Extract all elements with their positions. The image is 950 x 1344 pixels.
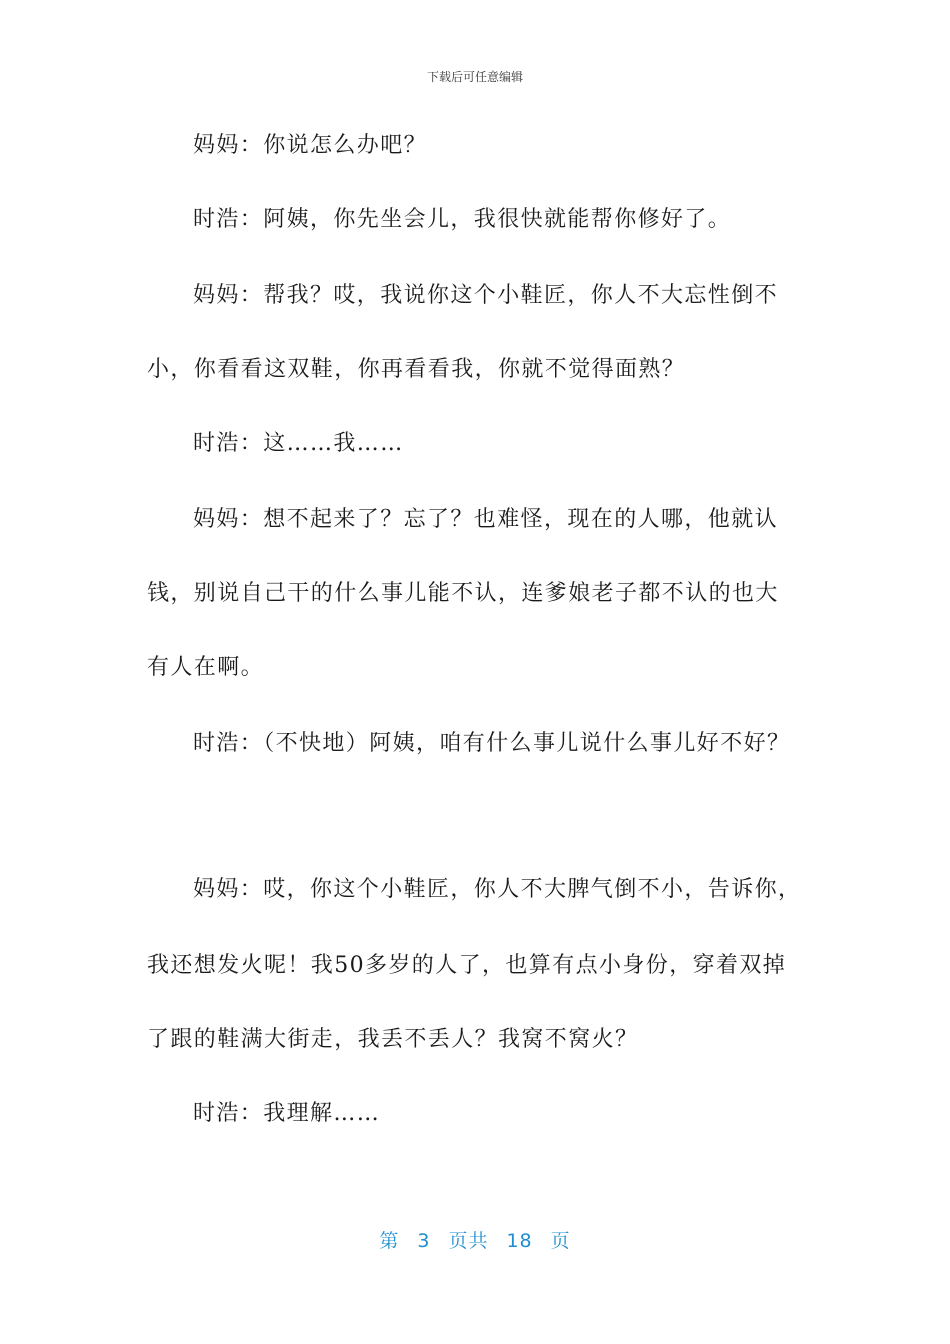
dialogue-line: 时浩：（不快地）阿姨，咱有什么事儿说什么事儿好不好？ — [193, 731, 791, 756]
footer-mid: 页共 — [448, 1230, 489, 1252]
dialogue-line: 有人在啊。 — [147, 655, 265, 680]
footer-page-number: 3 — [417, 1230, 431, 1252]
dialogue-line: 小，你看看这双鞋，你再看看我，你就不觉得面熟？ — [147, 357, 686, 382]
dialogue-line: 妈妈：想不起来了？忘了？也难怪，现在的人哪，他就认 — [193, 507, 779, 532]
dialogue-line: 妈妈：你说怎么办吧？ — [193, 133, 428, 158]
dialogue-line: 时浩：这……我…… — [193, 431, 404, 456]
dialogue-line: 妈妈：哎，你这个小鞋匠，你人不大脾气倒不小，告诉你， — [193, 877, 802, 902]
footer-suffix: 页 — [550, 1230, 571, 1252]
page-footer — [0, 1226, 950, 1253]
dialogue-line: 妈妈：帮我？哎，我说你这个小鞋匠，你人不大忘性倒不 — [193, 283, 779, 308]
dialogue-line: 时浩：阿姨，你先坐会儿，我很快就能帮你修好了。 — [193, 207, 732, 232]
dialogue-line: 我还想发火呢！我50多岁的人了，也算有点小身份，穿着双掉 — [147, 953, 787, 978]
page-header: 下载后可任意编辑 — [426, 70, 523, 84]
dialogue-line: 了跟的鞋满大街走，我丢不丢人？我窝不窝火？ — [147, 1027, 639, 1052]
dialogue-line: 时浩：我理解…… — [193, 1101, 381, 1126]
footer-total-pages: 18 — [506, 1230, 533, 1252]
dialogue-line: 钱，别说自己干的什么事儿能不认，连爹娘老子都不认的也大 — [147, 581, 779, 606]
footer-prefix: 第 — [379, 1230, 400, 1252]
